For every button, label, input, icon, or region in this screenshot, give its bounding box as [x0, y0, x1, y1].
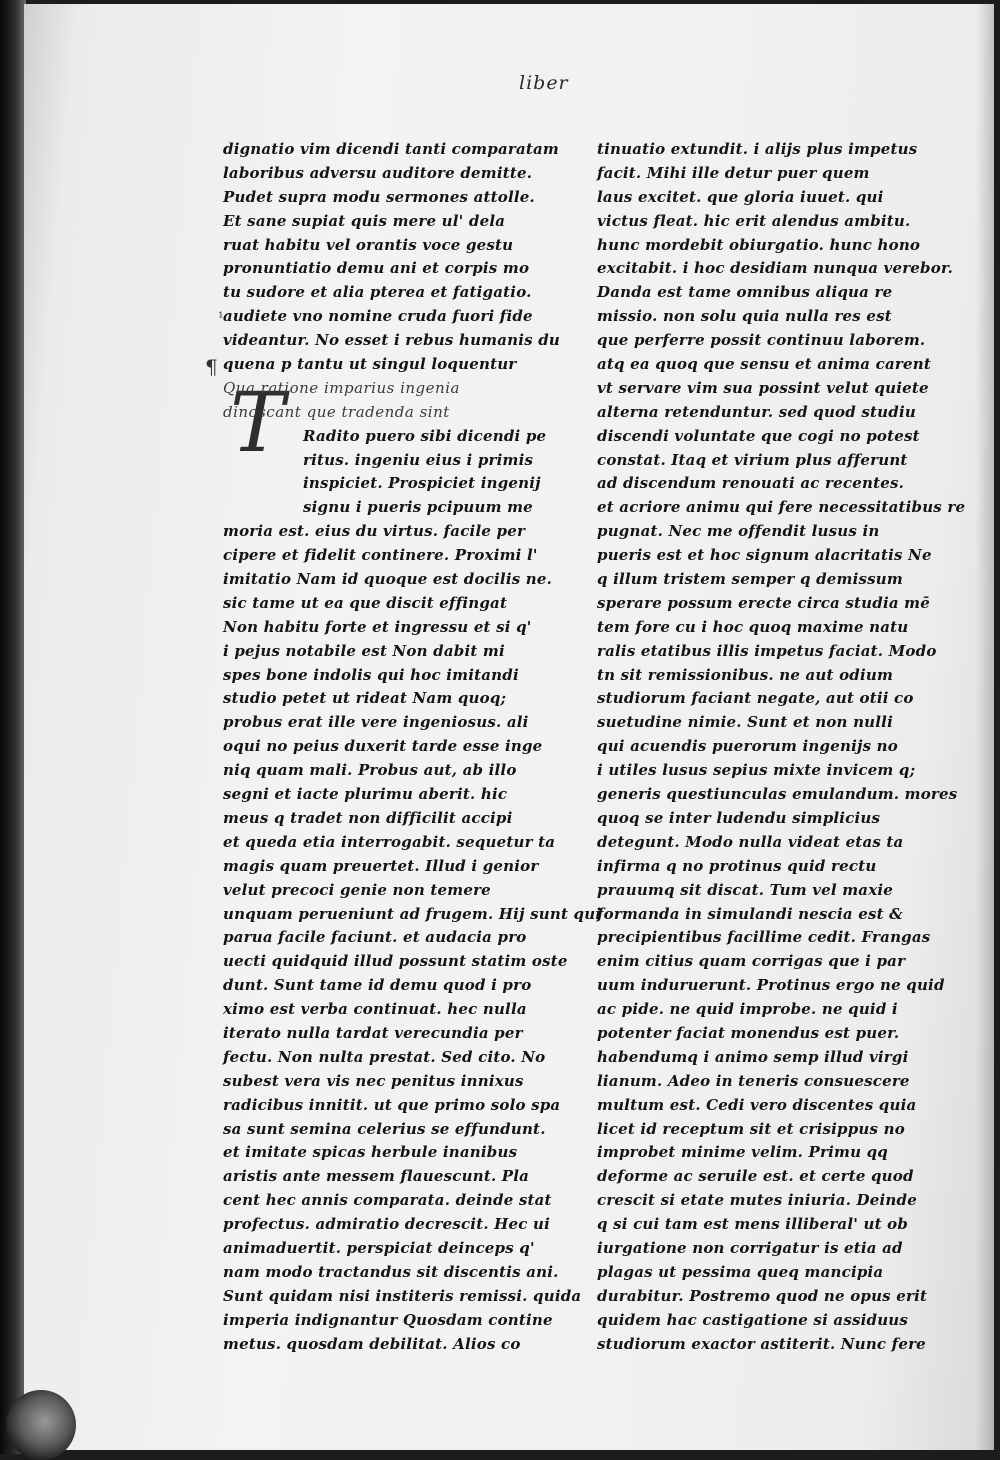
text-line: sperare possum erecte circa studia mē — [597, 593, 930, 612]
text-line: probus erat ille vere ingeniosus. ali — [223, 713, 529, 732]
text-line: facit. Mihi ille detur puer quem — [597, 163, 870, 182]
text-line: signu i pueris pcipuum me — [303, 498, 533, 517]
text-line: vt servare vim sua possint velut quiete — [597, 378, 929, 397]
text-line: durabitur. Postremo quod ne opus erit — [597, 1286, 928, 1305]
text-line: discendi voluntate que cogi no potest — [597, 426, 920, 445]
text-line: Non habitu forte et ingressu et si q' — [223, 617, 532, 636]
page-edge-shadow — [976, 4, 994, 1450]
text-line: ac pide. ne quid improbe. ne quid i — [597, 1000, 898, 1019]
text-line: magis quam preuertet. Illud i genior — [223, 856, 539, 875]
text-line: quoq se inter ludendu simplicius — [597, 808, 881, 827]
text-line: iterato nulla tardat verecundia per — [223, 1023, 523, 1042]
text-line: inspiciet. Prospiciet ingenij — [303, 474, 541, 493]
text-line: ad discendum renouati ac recentes. — [597, 474, 905, 493]
text-line: lianum. Adeo in teneris consuescere — [597, 1071, 910, 1090]
text-line: studiorum exactor astiterit. Nunc fere — [597, 1334, 926, 1353]
text-line: quidem hac castigatione si assiduus — [597, 1310, 909, 1329]
text-line: metus. quosdam debilitat. Alios co — [223, 1334, 521, 1353]
right-text-column — [597, 138, 966, 1356]
text-line: Sunt quidam nisi institeris remissi. quida — [223, 1286, 582, 1305]
text-line: tinuatio extundit. i alijs plus impetus — [597, 140, 918, 158]
text-line: missio. non solu quia nulla res est — [597, 307, 892, 326]
text-line: sic tame ut ea que discit effingat — [223, 593, 508, 612]
text-line: victus fleat. hic erit alendus ambitu. — [597, 211, 911, 230]
text-line: moria est. eius du virtus. facile per — [223, 522, 526, 541]
text-line: plagas ut pessima queq mancipia — [597, 1262, 884, 1281]
marginal-mark: ¹ — [218, 310, 224, 326]
text-line: potenter faciat monendus est puer. — [597, 1023, 900, 1042]
text-line: infirma q no protinus quid rectu — [597, 856, 877, 875]
text-line: unquam perueniunt ad frugem. Hij sunt qui — [223, 904, 602, 923]
left-text-column — [223, 138, 602, 1356]
text-line: segni et iacte plurimu aberit. hic — [223, 785, 508, 804]
running-head: liber — [519, 72, 569, 94]
text-line: laboribus adversu auditore demitte. — [223, 163, 533, 182]
paragraph-mark-icon: ¶ — [205, 355, 218, 379]
text-line: enim citius quam corrigas que i par — [597, 952, 906, 971]
text-line: atq ea quoq que sensu et anima carent — [597, 355, 931, 374]
text-line: fectu. Non nulta prestat. Sed cito. No — [223, 1047, 546, 1066]
text-line: alterna retenduntur. sed quod studiu — [597, 402, 916, 421]
text-line: animaduertit. perspiciat deinceps q' — [223, 1238, 535, 1257]
text-line: nam modo tractandus sit discentis ani. — [223, 1262, 559, 1281]
text-line: meus q tradet non difficilit accipi — [223, 808, 513, 827]
text-line: formanda in simulandi nescia est & — [597, 904, 903, 923]
text-line: excitabit. i hoc desidiam nunqua verebor. — [597, 259, 954, 278]
text-line: que perferre possit continuu laborem. — [597, 331, 926, 350]
decorated-initial: T — [230, 376, 285, 471]
text-line: qui acuendis puerorum ingenijs no — [597, 737, 898, 756]
text-line: suetudine nimie. Sunt et non nulli — [597, 713, 893, 732]
text-line: dunt. Sunt tame id demu quod i pro — [223, 976, 532, 995]
text-line: uecti quidquid illud possunt statim oste — [223, 952, 568, 971]
text-line: sa sunt semina celerius se effundunt. — [223, 1119, 546, 1138]
text-line: radicibus innitit. ut que primo solo spa — [223, 1095, 561, 1114]
text-line: pronuntiatio demu ani et corpis mo — [223, 259, 530, 278]
text-line: uum induruerunt. Protinus ergo ne quid — [597, 976, 945, 995]
text-line: et queda etia interrogabit. sequetur ta — [223, 832, 556, 851]
text-line: precipientibus facillime cedit. Frangas — [597, 928, 931, 947]
text-line: audiete vno nomine cruda fuori fide — [223, 307, 533, 326]
text-line: i pejus notabile est Non dabit mi — [223, 641, 505, 660]
text-line: dignatio vim dicendi tanti comparatam — [223, 140, 560, 158]
text-line: multum est. Cedi vero discentes quia — [597, 1095, 917, 1114]
text-line: Et sane supiat quis mere ul' dela — [223, 211, 506, 230]
text-line: ritus. ingeniu eius i primis — [303, 450, 534, 469]
text-line: hunc mordebit obiurgatio. hunc hono — [597, 235, 921, 254]
text-line: dinoscant que tradenda sint — [223, 402, 450, 421]
text-line: imitatio Nam id quoque est docilis ne. — [223, 570, 553, 589]
text-line: improbet minime velim. Primu qq — [597, 1143, 888, 1162]
text-line: habendumq i animo semp illud virgi — [597, 1047, 909, 1066]
text-line: tu sudore et alia pterea et fatigatio. — [223, 283, 532, 302]
text-line: parua facile faciunt. et audacia pro — [223, 928, 527, 947]
text-line: q si cui tam est mens illiberal' ut ob — [597, 1215, 909, 1234]
text-line: ximo est verba continuat. hec nulla — [223, 1000, 527, 1019]
text-line: prauumq sit discat. Tum vel maxie — [597, 880, 893, 899]
text-line: Qua ratione imparius ingenia — [223, 378, 460, 397]
text-line: imperia indignantur Quosdam contine — [223, 1310, 553, 1329]
text-line: iurgatione non corrigatur is etia ad — [597, 1238, 903, 1257]
text-line: pugnat. Nec me offendit lusus in — [597, 522, 880, 541]
text-line: Danda est tame omnibus aliqua re — [597, 283, 893, 302]
text-line: studio petet ut rideat Nam quoq; — [223, 689, 507, 708]
text-line: cipere et fidelit continere. Proximi l' — [223, 546, 538, 565]
text-line: q illum tristem semper q demissum — [597, 570, 903, 589]
text-line: Pudet supra modu sermones attolle. — [223, 187, 535, 206]
text-line: quena p tantu ut singul loquentur — [223, 355, 517, 374]
text-line: constat. Itaq et virium plus afferunt — [597, 450, 908, 469]
text-line: tem fore cu i hoc quoq maxime natu — [597, 617, 909, 636]
text-line: ralis etatibus illis impetus faciat. Modo — [597, 641, 937, 660]
text-line: profectus. admiratio decrescit. Hec ui — [223, 1215, 551, 1234]
text-line: deforme ac seruile est. et certe quod — [597, 1167, 914, 1186]
text-line: niq quam mali. Probus aut, ab illo — [223, 761, 517, 780]
binding-gutter — [0, 0, 26, 1454]
corner-stain — [6, 1390, 76, 1460]
text-line: cent hec annis comparata. deinde stat — [223, 1191, 552, 1210]
text-line: subest vera vis nec penitus innixus — [223, 1071, 524, 1090]
text-line: detegunt. Modo nulla videat etas ta — [597, 832, 904, 851]
text-line: Radito puero sibi dicendi pe — [303, 426, 547, 445]
text-line: oqui no peius duxerit tarde esse inge — [223, 737, 543, 756]
text-line: pueris est et hoc signum alacritatis Ne — [597, 546, 932, 565]
text-line: i utiles lusus sepius mixte invicem q; — [597, 761, 916, 780]
text-line: crescit si etate mutes iniuria. Deinde — [597, 1191, 917, 1210]
text-line: videantur. No esset i rebus humanis du — [223, 331, 561, 350]
text-line: tn sit remissionibus. ne aut odium — [597, 665, 894, 684]
text-line: velut precoci genie non temere — [223, 880, 491, 899]
text-line: ruat habitu vel orantis voce gestu — [223, 235, 514, 254]
text-line: et imitate spicas herbule inanibus — [223, 1143, 518, 1162]
text-line: aristis ante messem flauescunt. Pla — [223, 1167, 530, 1186]
text-line: spes bone indolis qui hoc imitandi — [223, 665, 519, 684]
text-line: et acriore animu qui fere necessitatibus re — [597, 498, 966, 517]
text-line: licet id receptum sit et crisippus no — [597, 1119, 905, 1138]
text-line: generis questiunculas emulandum. mores — [597, 785, 958, 804]
text-line: studiorum faciant negate, aut otii co — [597, 689, 914, 708]
text-line: laus excitet. que gloria iuuet. qui — [597, 187, 884, 206]
